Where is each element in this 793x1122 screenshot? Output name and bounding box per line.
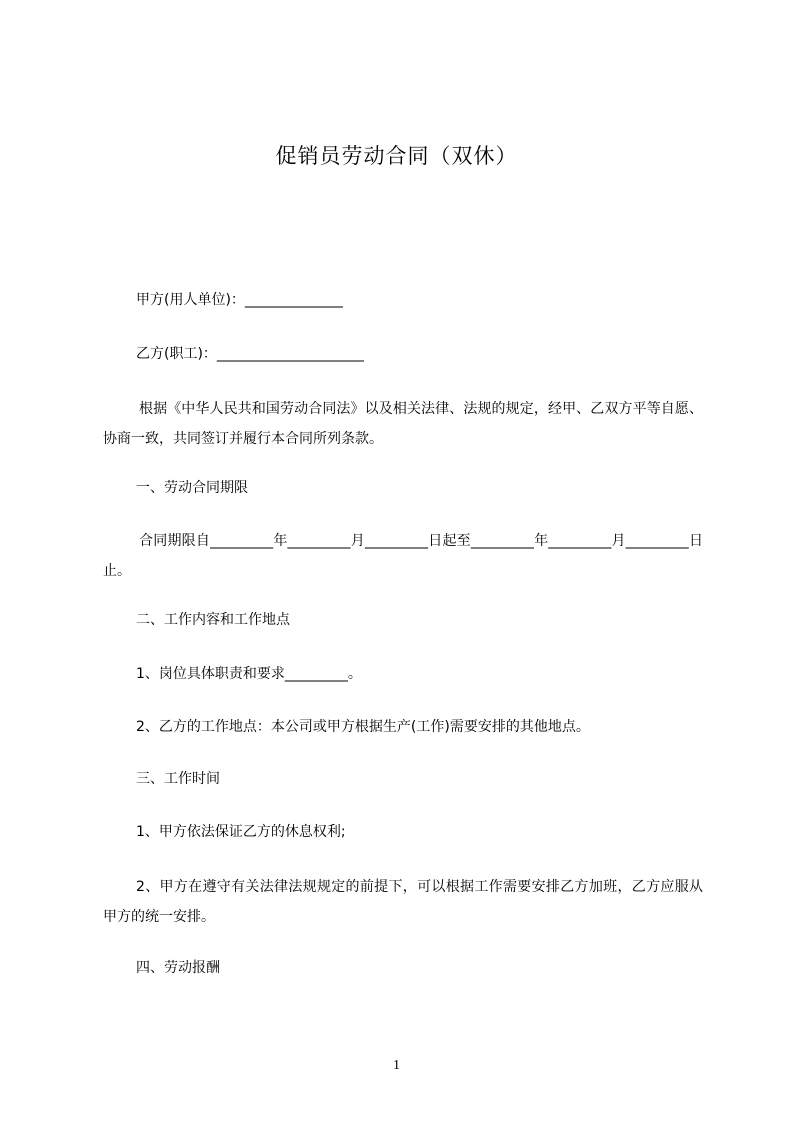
section-2-heading: 二、工作内容和工作地点 xyxy=(136,612,290,628)
section-1-paragraph xyxy=(103,526,703,586)
party-b-line: 乙方(职工)：_____________________ xyxy=(136,346,364,362)
section-3-item-2 xyxy=(103,872,703,932)
party-a-line: 甲方(用人单位)：______________ xyxy=(136,292,343,308)
intro-paragraph xyxy=(103,394,703,454)
section-1-heading: 一、劳动合同期限 xyxy=(136,480,248,496)
intro-text: 根据《中华人民共和国劳动合同法》以及相关法律、法规的规定，经甲、乙双方平等自愿、协商一致，共同签订并履行本合同所列条款。 xyxy=(103,401,703,447)
section-2-item-1: 1、岗位具体职责和要求_________。 xyxy=(136,666,362,682)
section-2-item-2: 2、乙方的工作地点：本公司或甲方根据生产(工作)需要安排的其他地点。 xyxy=(136,719,590,735)
section-3-heading: 三、工作时间 xyxy=(136,771,220,787)
page-number: 1 xyxy=(393,1058,400,1073)
document-title: 促销员劳动合同（双休） xyxy=(275,144,518,168)
section-1-text: 合同期限自_________年_________月_________日起至_________年_________月_________日止。 xyxy=(103,533,703,579)
section-4-heading: 四、劳动报酬 xyxy=(136,960,220,976)
section-3-item-1: 1、甲方依法保证乙方的休息权利; xyxy=(136,824,346,840)
section-3-item-2-text: 2、甲方在遵守有关法律法规规定的前提下，可以根据工作需要安排乙方加班，乙方应服从甲方的统一安排。 xyxy=(103,879,703,925)
